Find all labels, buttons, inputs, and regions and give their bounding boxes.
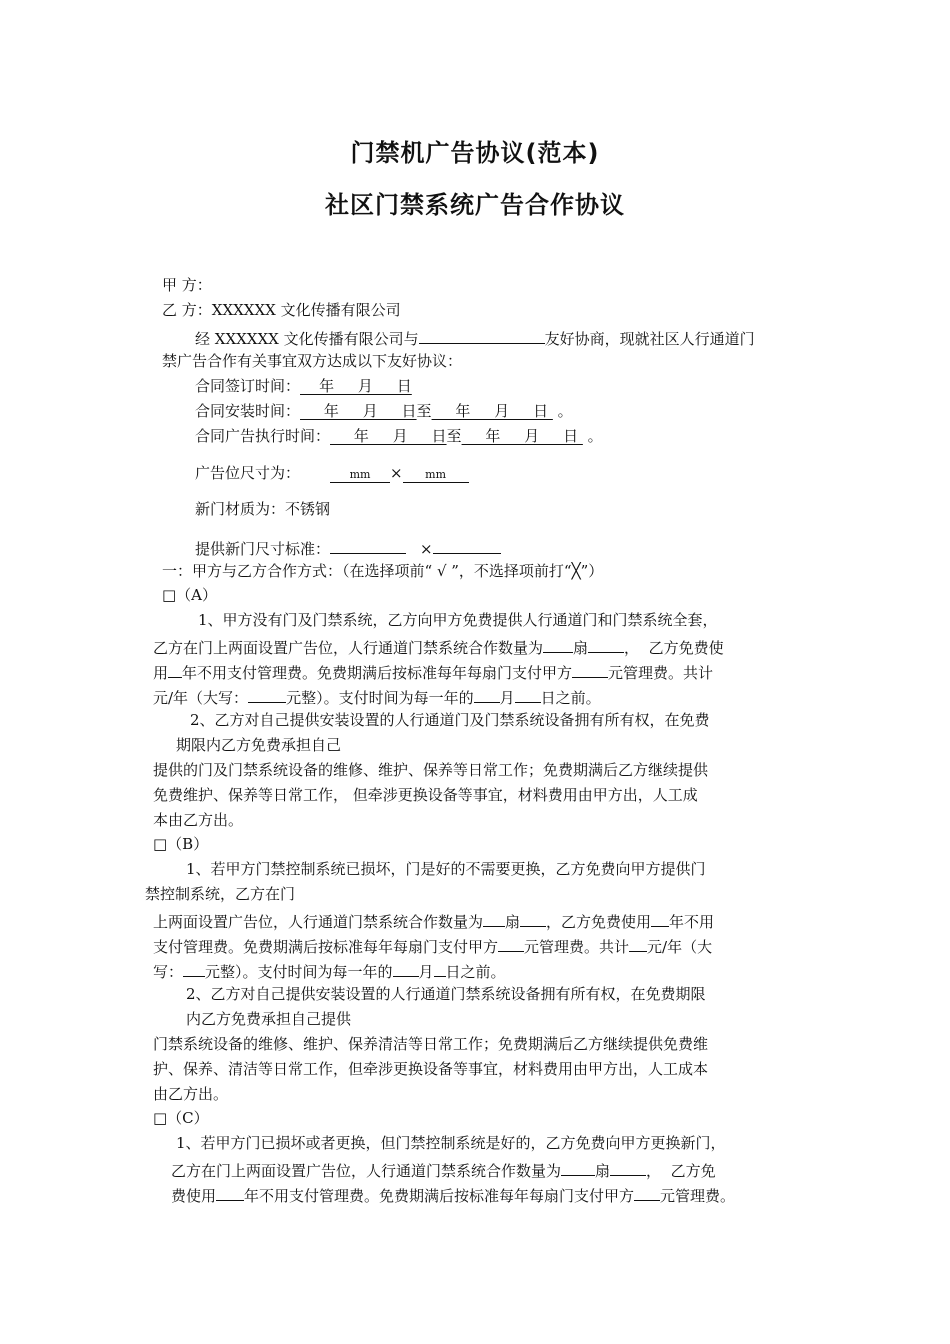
option-a-p2-line-2: 期限内乙方免费承担自己 xyxy=(176,736,342,754)
option-c-line-3 xyxy=(171,1183,735,1206)
ad-exec-date-to: 至 xyxy=(446,427,462,445)
blank xyxy=(543,635,573,653)
option-b-checkbox[interactable]: □（B） xyxy=(153,835,209,853)
blank xyxy=(183,959,205,977)
blank xyxy=(610,1158,646,1176)
sign-date-value: 年 月 日 xyxy=(300,377,412,395)
option-a-p2-line-3: 提供的门及门禁系统设备的维修、维护、保养等日常工作；免费期满后乙方继续提供 xyxy=(153,761,709,779)
option-b-line-2: 禁控制系统，乙方在门 xyxy=(145,885,296,903)
blank xyxy=(498,934,524,952)
sign-date-line xyxy=(195,376,412,396)
option-a-line-1: 1、甲方没有门及门禁系统，乙方向甲方免费提供人行通道门和门禁系统全套， xyxy=(198,611,718,629)
intro-line-2: 禁广告合作有关事宜双方达成以下友好协议： xyxy=(162,352,463,370)
option-b-p2-line-3: 门禁系统设备的维修、维护、保养清洁等日常工作；免费期满后乙方继续提供免费维 xyxy=(153,1035,709,1053)
text: 年不用支付管理费。免费期满后按标准每年每扇门支付甲方 xyxy=(182,664,573,682)
door-material-line: 新门材质为：不锈钢 xyxy=(195,500,331,518)
text: 上两面设置广告位，人行通道门禁系统合作数量为 xyxy=(153,913,484,931)
blank xyxy=(483,909,505,927)
blank xyxy=(651,909,669,927)
option-b-line-4 xyxy=(153,934,712,957)
text: 扇 xyxy=(573,639,589,657)
ad-exec-date-line xyxy=(195,426,603,446)
text: 元管理费。共计 xyxy=(524,938,630,956)
section-1-heading: 一：甲方与乙方合作方式：（在选择项前“ √ ”，不选择项前打“╳”） xyxy=(162,562,604,580)
intro-text-1: 经 XXXXXX 文化传播有限公司与 xyxy=(195,330,419,348)
option-a-checkbox[interactable]: □（A） xyxy=(162,586,218,604)
blank xyxy=(474,685,500,703)
text: 元整）。支付时间为每一年的 xyxy=(286,689,474,707)
install-date-period: 。 xyxy=(557,402,573,420)
install-date-to: 至 xyxy=(416,402,432,420)
ad-exec-date-start: 年 月 日 xyxy=(330,427,447,445)
ad-exec-date-label: 合同广告执行时间： xyxy=(195,427,331,445)
option-a-line-3 xyxy=(153,660,713,683)
ad-exec-date-end: 年 月 日 xyxy=(461,427,583,445)
text: 日之前。 xyxy=(445,963,506,981)
text: 年不用支付管理费。免费期满后按标准每年每扇门支付甲方 xyxy=(244,1187,635,1205)
install-date-end: 年 月 日 xyxy=(431,402,553,420)
text: 日之前。 xyxy=(540,689,601,707)
option-c-checkbox[interactable]: □（C） xyxy=(153,1109,209,1127)
option-a-p2-line-5: 本由乙方出。 xyxy=(153,811,244,829)
option-b-p2-line-4: 护、保养、清洁等日常工作，但牵涉更换设备等事宜，材料费用由甲方出，人工成本 xyxy=(153,1060,709,1078)
text: 用 xyxy=(153,664,169,682)
blank xyxy=(434,959,446,977)
option-c-line-2 xyxy=(171,1158,716,1181)
option-b-line-5 xyxy=(153,959,506,982)
blank xyxy=(216,1183,244,1201)
blank xyxy=(515,685,541,703)
blank xyxy=(520,909,546,927)
door-size-width-blank xyxy=(330,536,406,554)
text: 月 xyxy=(418,963,434,981)
text: 元/年（大 xyxy=(647,938,713,956)
text: 年不用 xyxy=(669,913,715,931)
blank xyxy=(561,1158,595,1176)
door-size-line xyxy=(195,536,501,559)
document-title: 门禁机广告协议(范本) xyxy=(350,139,600,167)
option-a-p2-line-4: 免费维护、保养等日常工作， 但牵涉更换设备等事宜，材料费用由甲方出，人工成 xyxy=(153,786,698,804)
install-date-label: 合同安装时间： xyxy=(195,402,301,420)
door-size-times: × xyxy=(420,540,433,558)
text: 元/年（大写： xyxy=(153,689,249,707)
intro-line-1 xyxy=(195,326,755,349)
option-b-line-1: 1、若甲方门禁控制系统已损坏，门是好的不需要更换，乙方免费向甲方提供门 xyxy=(186,860,706,878)
ad-size-width-blank: mm xyxy=(330,465,390,483)
option-a-p2-line-1: 2、乙方对自己提供安装设置的人行通道门及门禁系统设备拥有所有权，在免费 xyxy=(190,711,710,729)
text: 元管理费。 xyxy=(660,1187,736,1205)
text: 费使用 xyxy=(171,1187,217,1205)
install-date-line xyxy=(195,401,573,421)
text: 乙方在门上两面设置广告位，人行通道门禁系统合作数量为 xyxy=(153,639,544,657)
party-a-line: 甲 方： xyxy=(162,276,212,294)
option-b-p2-line-1: 2、乙方对自己提供安装设置的人行通道门禁系统设备拥有所有权，在免费期限 xyxy=(186,985,706,1003)
blank xyxy=(588,635,624,653)
option-b-line-3 xyxy=(153,909,714,932)
text: ， 乙方免费使 xyxy=(624,639,724,657)
text: ，乙方免费使用 xyxy=(546,913,652,931)
option-c-line-1: 1、若甲方门已损坏或者更换，但门禁控制系统是好的，乙方免费向甲方更换新门， xyxy=(176,1134,726,1152)
intro-text-2: 友好协商，现就社区人行通道门 xyxy=(544,330,755,348)
party-b-line: 乙 方：XXXXXX 文化传播有限公司 xyxy=(162,301,401,319)
text: 写： xyxy=(153,963,184,981)
ad-size-times: × xyxy=(390,464,403,482)
option-b-p2-line-2: 内乙方免费承担自己提供 xyxy=(186,1010,352,1028)
ad-exec-date-period: 。 xyxy=(587,427,603,445)
text: 月 xyxy=(499,689,515,707)
text: 元整）。支付时间为每一年的 xyxy=(205,963,393,981)
blank xyxy=(168,660,182,678)
partner-blank xyxy=(419,326,545,344)
sign-date-label: 合同签订时间： xyxy=(195,377,301,395)
option-b-p2-line-5: 由乙方出。 xyxy=(153,1085,229,1103)
install-date-start: 年 月 日 xyxy=(300,402,417,420)
blank xyxy=(248,685,286,703)
ad-size-height-blank: mm xyxy=(403,465,469,483)
blank xyxy=(634,1183,660,1201)
option-a-line-4 xyxy=(153,685,601,708)
ad-size-label: 广告位尺寸为： xyxy=(195,464,301,482)
document-subtitle: 社区门禁系统广告合作协议 xyxy=(325,191,625,219)
blank xyxy=(572,660,608,678)
text: 乙方在门上两面设置广告位，人行通道门禁系统合作数量为 xyxy=(171,1162,562,1180)
text: 扇 xyxy=(505,913,521,931)
text: 元管理费。共计 xyxy=(608,664,714,682)
text: ， 乙方免 xyxy=(646,1162,716,1180)
ad-size-line xyxy=(195,463,469,483)
text: 扇 xyxy=(595,1162,611,1180)
blank xyxy=(393,959,419,977)
text: 支付管理费。免费期满后按标准每年每扇门支付甲方 xyxy=(153,938,499,956)
door-size-label: 提供新门尺寸标准： xyxy=(195,540,331,558)
door-size-height-blank xyxy=(433,536,501,554)
option-a-line-2 xyxy=(153,635,724,658)
blank xyxy=(629,934,647,952)
